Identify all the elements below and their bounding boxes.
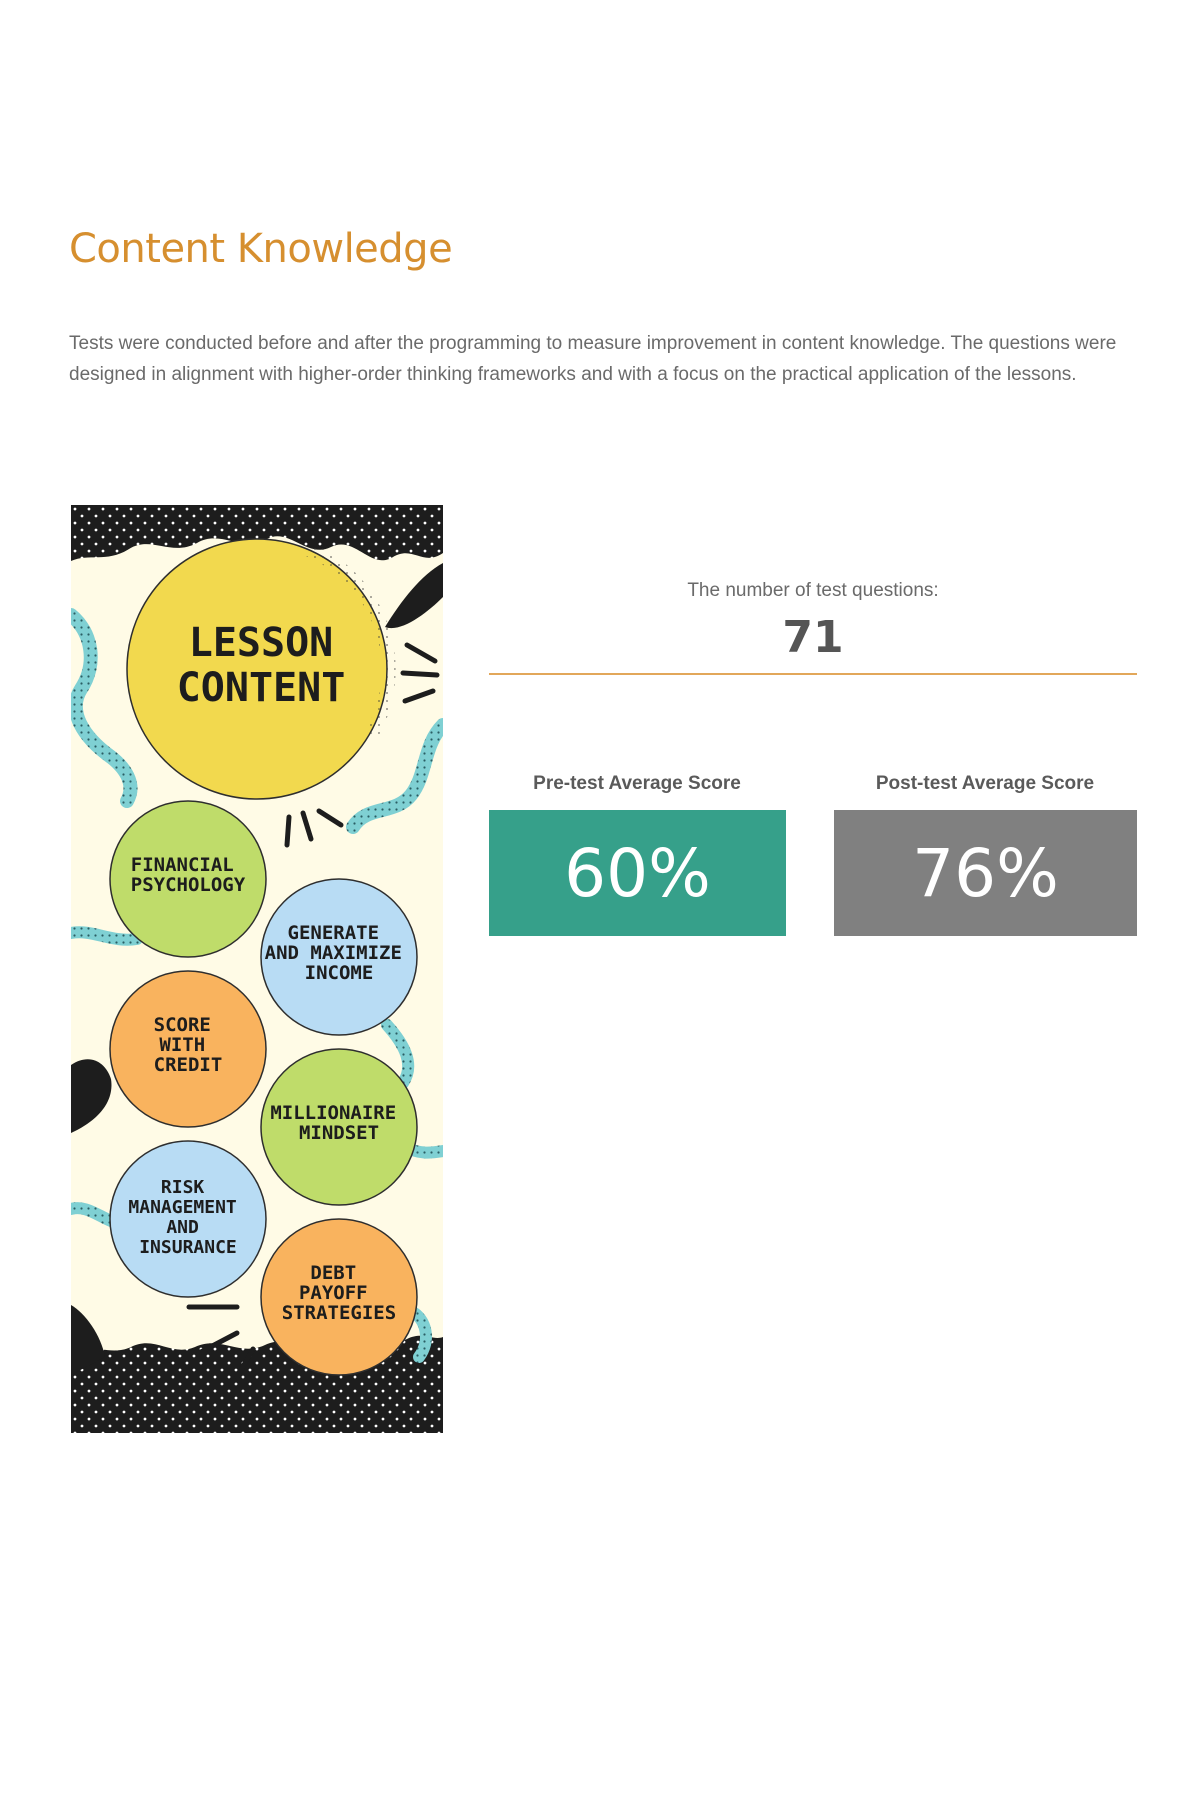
questions-count-label: The number of test questions: [687,580,939,601]
stats-divider [489,673,1137,675]
topic-debt-line1: DEBT [310,1262,357,1284]
svg-text:SCORE WITH CREDIT [154,1014,223,1076]
topic-millionaire-line2: MINDSET [298,1122,380,1144]
topic-generate-line2: AND MAXIMIZE [264,942,402,964]
post-test-score-value: 76% [912,834,1059,912]
svg-text:FINANCIAL PSYCHOLOGY [131,854,246,896]
topic-generate-line1: GENERATE [287,922,380,944]
page-title: Content Knowledge [69,226,453,272]
pre-test-label: Pre-test Average Score [533,773,741,794]
post-test-score-box [834,810,1137,936]
topic-millionaire-line1: MILLIONAIRE [270,1102,397,1124]
pre-test-score-box [489,810,786,936]
topic-risk-line3: AND [166,1217,199,1238]
questions-count-value: 71 [782,612,844,663]
post-test-label: Post-test Average Score [875,773,1095,794]
topic-generate-line3: INCOME [304,962,374,984]
lesson-content-poster [71,505,443,1433]
intro-paragraph: Tests were conducted before and after the programming to measure improvement in content knowledge. The questions were designed in alignment with higher-order thinking frameworks and with a focus on the practical application of the lessons. [69,333,1117,385]
topic-risk-line1: RISK [160,1177,205,1198]
lesson-heading-line1: LESSON [188,620,334,666]
lesson-heading-line2: CONTENT [176,665,346,711]
topic-debt-line3: STRATEGIES [281,1302,397,1324]
topic-score-line1: SCORE [153,1014,211,1036]
topic-score-line2: WITH [159,1034,206,1056]
pre-test-score-value: 60% [564,834,711,912]
topic-financial-line2: PSYCHOLOGY [130,874,246,896]
topic-debt-line2: PAYOFF [298,1282,368,1304]
topic-risk-line4: INSURANCE [139,1237,237,1258]
topic-risk-line2: MANAGEMENT [128,1197,237,1218]
topic-financial-line1: FINANCIAL [130,854,234,876]
topic-score-line3: CREDIT [153,1054,223,1076]
